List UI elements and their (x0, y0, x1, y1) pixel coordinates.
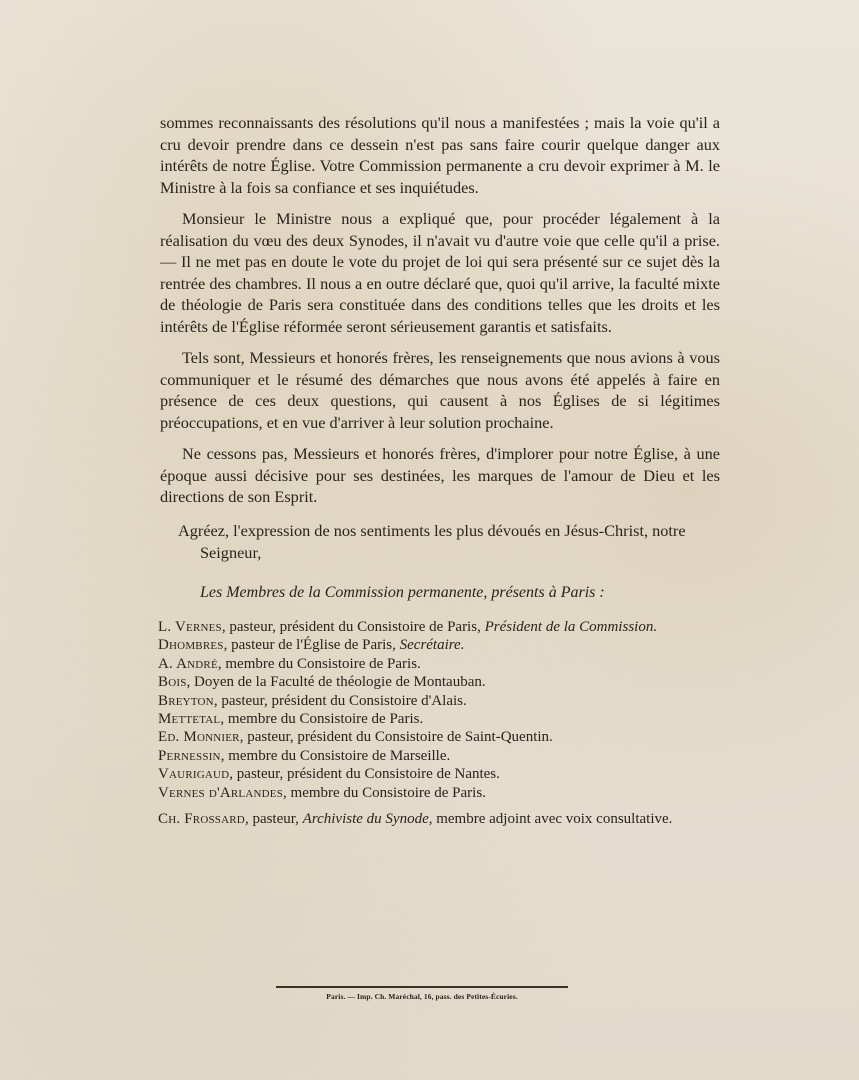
member-role: Secrétaire. (399, 637, 465, 654)
paragraph-4: Ne cessons pas, Messieurs et honorés frères, d'implorer pour notre Église, à une époque aussi décisive pour ses destinées, les marques de l'amour de Dieu et les directions de son Esprit. (160, 444, 720, 506)
member-role: Président de la Commission. (484, 619, 658, 635)
member-entry (158, 784, 718, 802)
member-entry (158, 636, 718, 654)
paragraph-2: Monsieur le Ministre nous a expliqué que, pour procéder légalement à la réalisation du vœu des deux Synodes, il n'avait vu d'autre voie que celle qu'il a prise. — Il ne met pas en doute le vote du projet de loi qui sera présenté sur ce sujet dès la rentrée des chambres. Il nous a en outre déclaré que, quoi qu'il arrive, la faculté mixte de théologie de Paris sera constituée dans des conditions telles que les droits et les intérêts de l'Église réformée seront sérieusement garantis et satisfaits. (160, 209, 720, 336)
closing-line-2: Seigneur, (200, 542, 262, 562)
adjunct-member-entry (158, 810, 718, 828)
adjunct-desc: , pasteur, (244, 811, 303, 828)
adjunct-name: Ch. Frossard (158, 811, 245, 828)
member-entry (158, 655, 718, 673)
member-desc: , pasteur, président du Consistoire d'Alais. (213, 692, 467, 709)
letter-body (160, 112, 720, 518)
member-desc: , pasteur, président du Consistoire de Saint-Quentin. (239, 729, 553, 746)
member-entry (158, 673, 718, 691)
member-name: Vernes d'Arlandes (158, 784, 284, 801)
paragraph-3: Tels sont, Messieurs et honorés frères, les renseignements que nous avions à vous communiquer et le résumé des démarches que nous avons été appelés à faire en présence de ces deux questions, qui causent à nos Églises de si légitimes préoccupations, et en vue d'arriver à leur solution prochaine. (160, 348, 720, 432)
member-name: Vaurigaud (158, 766, 230, 783)
member-name: A. André (158, 655, 218, 672)
member-desc: , Doyen de la Faculté de théologie de Montauban. (186, 674, 486, 691)
member-name: Breyton (158, 692, 214, 709)
member-name: Mettetal (158, 711, 221, 728)
members-list (158, 618, 718, 828)
member-entry (158, 728, 718, 746)
member-entry (158, 765, 718, 783)
member-desc: , membre du Consistoire de Paris. (283, 784, 486, 801)
signatories-heading: Les Membres de la Commission permanente, présents à Paris : (200, 584, 605, 601)
member-desc: , pasteur, président du Consistoire de Nantes. (229, 766, 500, 783)
footer-rule (276, 986, 568, 988)
closing-line-1: Agréez, l'expression de nos sentiments les plus dévoués en Jésus-Christ, notre (178, 521, 686, 540)
member-desc: , membre du Consistoire de Marseille. (220, 747, 451, 764)
member-desc: , pasteur, président du Consistoire de Paris, (221, 619, 485, 635)
member-name: Dhombres (158, 637, 224, 654)
member-entry (158, 618, 718, 636)
adjunct-desc-2: , membre adjoint avec voix consultative. (428, 811, 673, 828)
closing-salutation (178, 520, 718, 563)
paragraph-1: sommes reconnaissants des résolutions qu'il nous a manifestées ; mais la voie qu'il a cru devoir prendre dans ce dessein n'est pas sans faire courir quelque danger aux intérêts de notre Église. Votre Commission permanente a cru devoir exprimer à M. le Ministre à la fois sa confiance et ses inquiétudes. (160, 113, 720, 197)
member-name: Ed. Monnier (158, 729, 240, 746)
adjunct-role: Archiviste du Synode (302, 811, 429, 828)
member-entry (158, 692, 718, 710)
member-desc: , membre du Consistoire de Paris. (217, 655, 421, 672)
member-name: L. Vernes (158, 619, 222, 635)
member-desc: , pasteur de l'Église de Paris, (223, 637, 400, 654)
member-name: Bois (158, 674, 187, 691)
member-name: Pernessin (158, 747, 221, 764)
member-desc: , membre du Consistoire de Paris. (220, 711, 424, 728)
member-entry (158, 710, 718, 728)
printer-imprint: Paris. — Imp. Ch. Maréchal, 16, pass. des Petites-Écuries. (326, 992, 518, 1001)
member-entry (158, 747, 718, 765)
